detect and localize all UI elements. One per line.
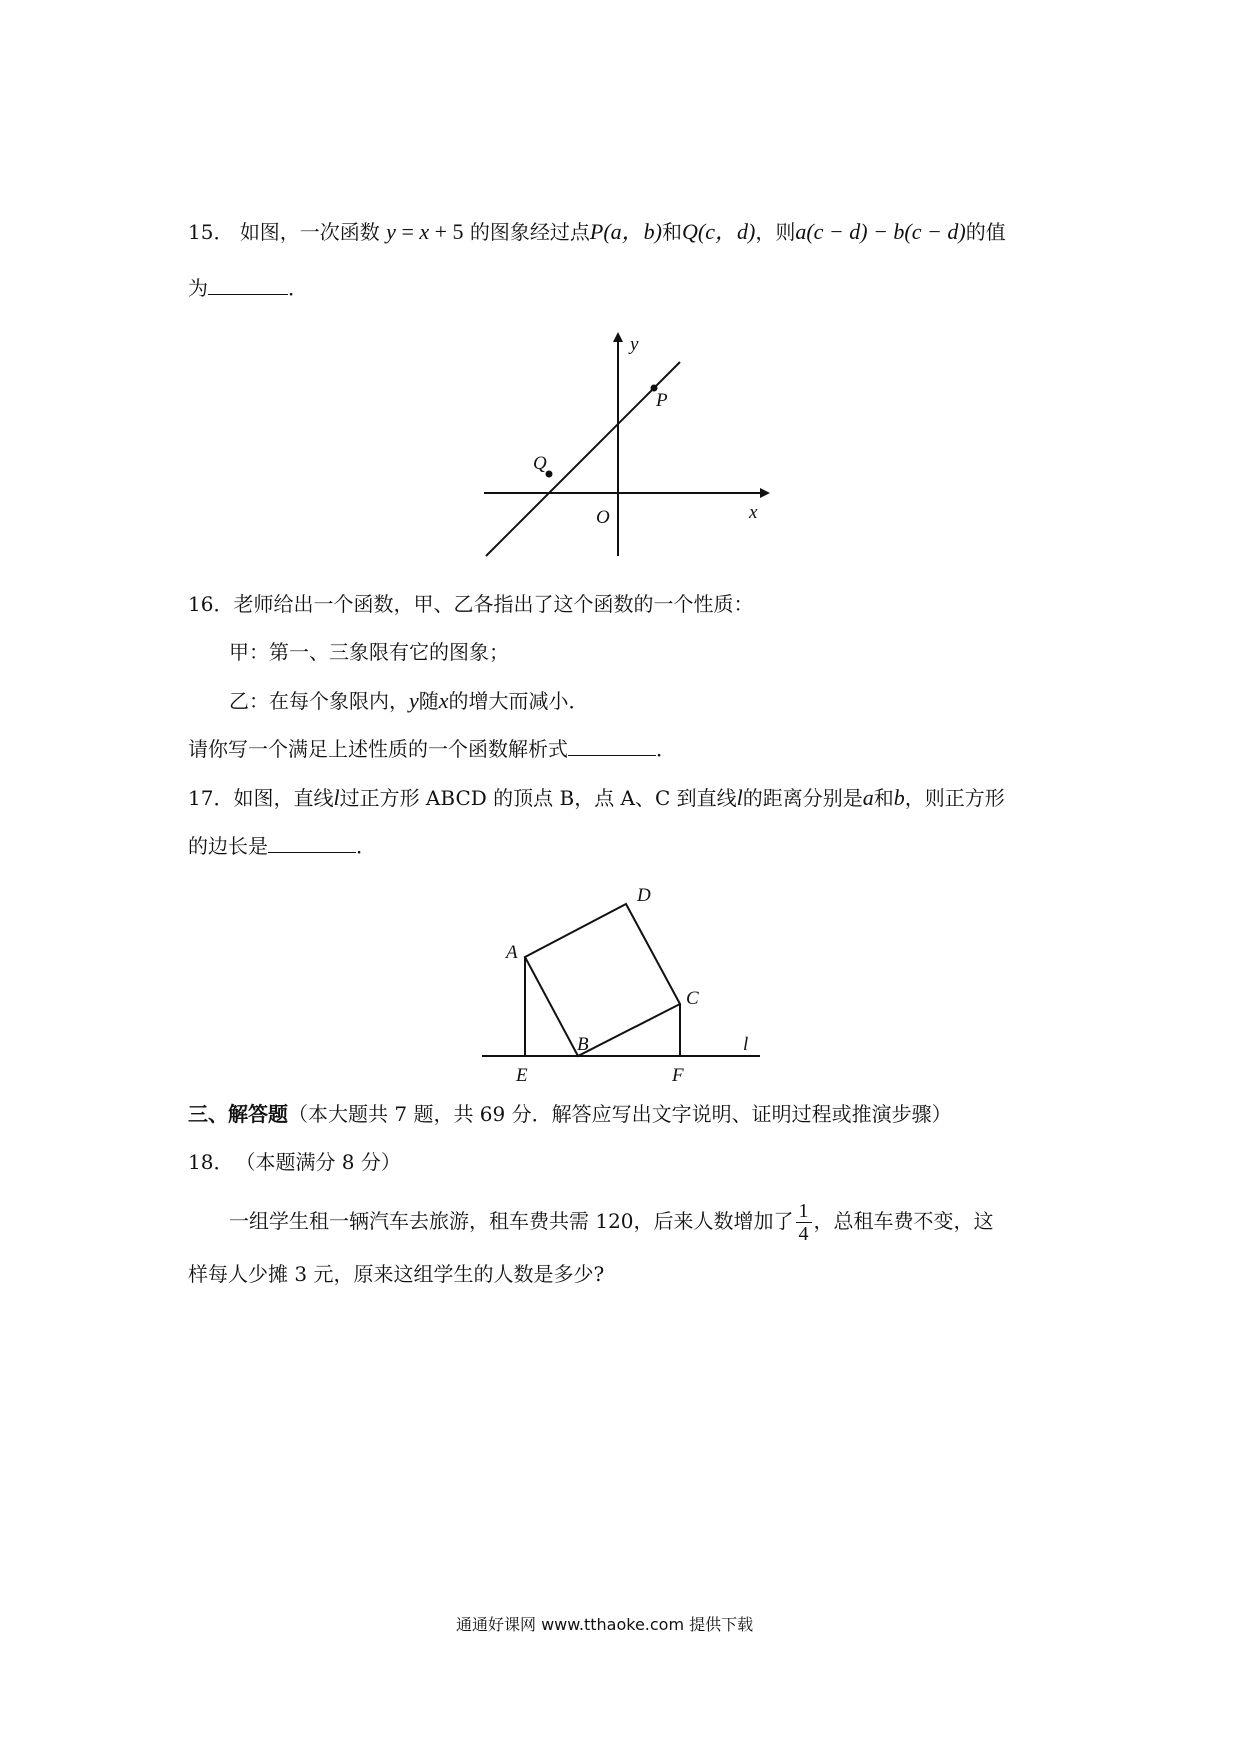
section3-title: 三、解答题 (188, 1102, 288, 1126)
q15-number: 15． (188, 220, 234, 244)
q15-then: ，则 (755, 220, 796, 244)
q15-point-q: Q (682, 219, 698, 244)
q15-and: 和 (662, 220, 683, 244)
q17-label-f: F (672, 1065, 684, 1086)
q16-jia-text: 甲：第一、三象限有它的图象； (229, 640, 509, 664)
section3-desc: （本大题共 7 题，共 69 分．解答应写出文字说明、证明过程或推演步骤） (288, 1102, 952, 1126)
q16-ask-end: ． (656, 737, 676, 761)
q18-frac-num: 1 (796, 1200, 812, 1223)
q18-score: （本题满分 8 分） (245, 1150, 401, 1174)
q18-text1: 一组学生租一辆汽车去旅游，租车费共需 120，后来人数增加了 (229, 1209, 794, 1233)
q15-prefix: 如图，一次函数 (239, 220, 380, 244)
q17-l2: l (736, 785, 743, 810)
q16-yi-a: 乙：在每个象限内， (229, 689, 409, 713)
q17-l1: l (333, 785, 340, 810)
q15-func-eq: = (395, 219, 420, 244)
q15-line2-text: 为 (188, 276, 208, 300)
q15-q-label: Q (533, 453, 547, 474)
q16-yi-c: 的增大而减小． (448, 689, 589, 713)
q17-va: a (862, 785, 874, 810)
q15-func-y: y (386, 219, 396, 244)
q18-frac-den: 4 (798, 1223, 809, 1245)
q17-label-a: A (506, 942, 518, 963)
q16-yi-b: 随 (418, 689, 439, 713)
q15-y-label: y (630, 334, 639, 355)
section3-heading (188, 1102, 952, 1126)
q16-number: 16． (188, 592, 234, 616)
q16-yi-x: x (438, 688, 449, 713)
q17-line2-end: ． (356, 834, 376, 858)
q15-func-x: x (419, 219, 430, 244)
q16-ask-text: 请你写一个满足上述性质的一个函数解析式 (188, 737, 568, 761)
q17-line2-text: 的边长是 (188, 834, 268, 858)
q16-yi-y: y (409, 688, 419, 713)
q17-square-abcd (525, 904, 680, 1056)
q15-func-rest: + 5 (429, 219, 464, 244)
q17-a3: 的距离分别是 (742, 786, 863, 810)
q16-text: 老师给出一个函数，甲、乙各指出了这个函数的一个性质： (233, 592, 754, 616)
q17-number: 17． (188, 786, 234, 810)
q15-point-q-args: (c，d) (697, 219, 756, 244)
q15-line2-end: ． (288, 276, 308, 300)
q18-line2-text: 样每人少摊 3 元，原来这组学生的人数是多少? (188, 1262, 605, 1286)
q15-point-p-args: (a，b) (603, 219, 663, 244)
q15-expression: a(c − d) − b(c − d) (795, 219, 966, 244)
q15-point-p: P (589, 219, 604, 244)
q15-x-label: x (749, 502, 758, 523)
q17-label-l: l (743, 1034, 749, 1055)
q18-line2 (188, 1262, 604, 1286)
q18-number: 18． (188, 1150, 234, 1174)
q15-value-of: 的值 (965, 220, 1006, 244)
q17-a5: ，则正方形 (904, 786, 1005, 810)
q15-mid: 的图象经过点 (469, 220, 590, 244)
q17-label-b: B (577, 1034, 589, 1055)
q17-vb: b (893, 785, 905, 810)
q17-label-d: D (637, 885, 651, 906)
q15-origin-label: O (596, 507, 610, 528)
q17-a4: 和 (873, 786, 894, 810)
q15-p-label: P (656, 390, 668, 411)
q17-a1: 如图，直线 (233, 786, 334, 810)
q18-header (188, 1150, 401, 1174)
q18-line1 (229, 1200, 994, 1245)
q17-a2: 过正方形 ABCD 的顶点 B，点 A、C 到直线 (339, 786, 737, 810)
q18-fraction (796, 1200, 812, 1245)
q18-text2: ，总租车费不变，这 (813, 1209, 994, 1233)
page-footer: 通通好课网 www.tthaoke.com 提供下载 (456, 1615, 754, 1634)
q17-label-c: C (686, 988, 699, 1009)
q17-label-e: E (516, 1065, 528, 1086)
